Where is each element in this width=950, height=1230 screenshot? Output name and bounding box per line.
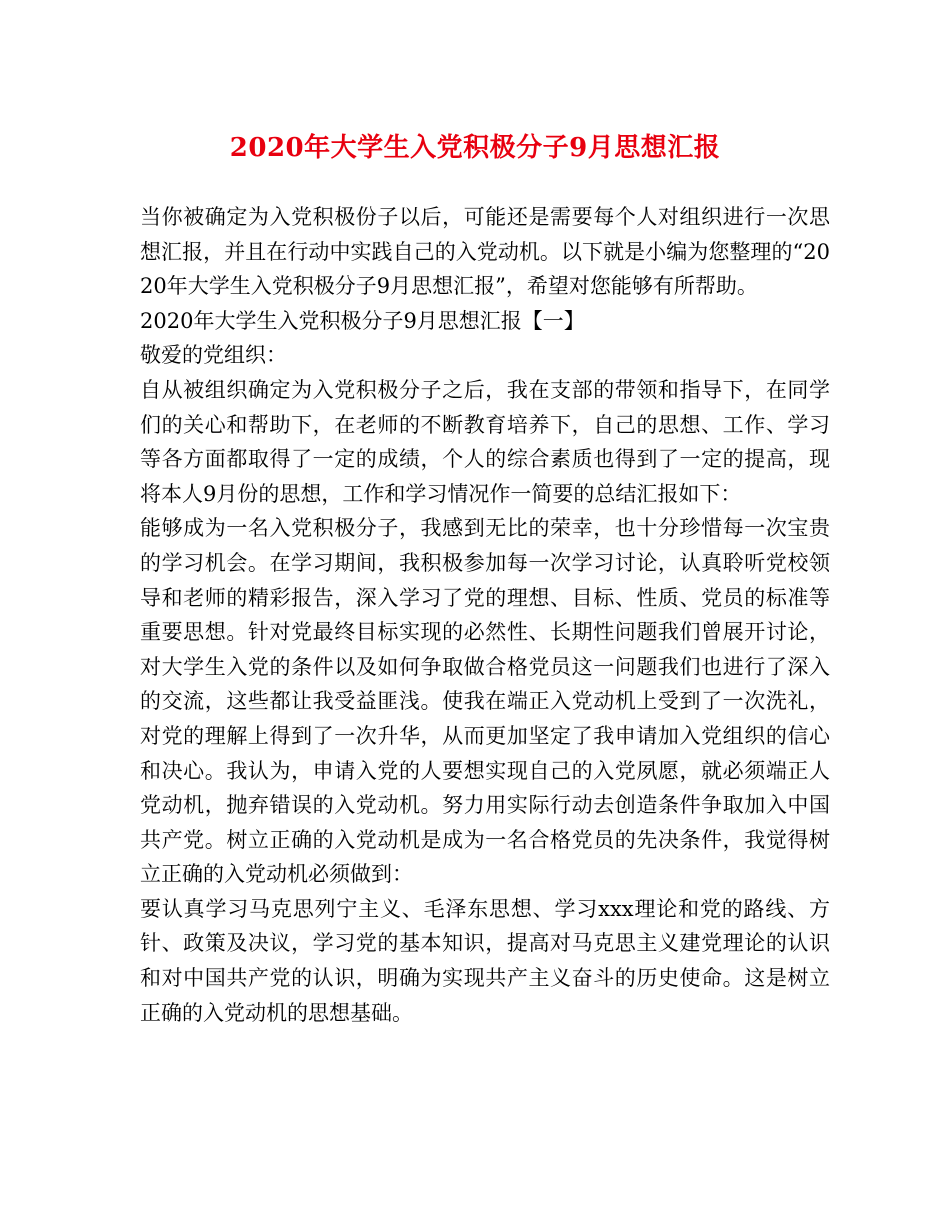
body-paragraph: 自从被组织确定为入党积极分子之后，我在支部的带领和指导下，在同学们的关心和帮助下，在老师的不断教育培养下，自己的思想、工作、学习等各方面都取得了一定的成绩，个人的综合素质也得到了一定的提高，现将本人9月份的思想，工作和学习情况作一简要的总结汇报如下：	[140, 377, 830, 506]
document-body	[140, 200, 830, 1030]
body-paragraph: 要认真学习马克思列宁主义、毛泽东思想、学习xxx理论和党的路线、方针、政策及决议，学习党的基本知识，提高对马克思主义建党理论的认识和对中国共产党的认识，明确为实现共产主义奋斗的历史使命。这是树立正确的入党动机的思想基础。	[140, 896, 830, 1025]
salutation: 敬爱的党组织：	[140, 343, 287, 368]
section-heading: 2020年大学生入党积极分子9月思想汇报【一】	[140, 308, 585, 333]
body-paragraph: 能够成为一名入党积极分子，我感到无比的荣幸，也十分珍惜每一次宝贵的学习机会。在学习期间，我积极参加每一次学习讨论，认真聆听党校领导和老师的精彩报告，深入学习了党的理想、目标、性质、党员的标准等重要思想。针对党最终目标实现的必然性、长期性问题我们曾展开讨论，对大学生入党的条件以及如何争取做合格党员这一问题我们也进行了深入的交流，这些都让我受益匪浅。使我在端正入党动机上受到了一次洗礼，对党的理解上得到了一次升华，从而更加坚定了我申请加入党组织的信心和决心。我认为，申请入党的人要想实现自己的入党夙愿，就必须端正人党动机，抛弃错误的入党动机。努力用实际行动去创造条件争取加入中国共产党。树立正确的入党动机是成为一名合格党员的先决条件，我觉得树立正确的入党动机必须做到：	[140, 516, 830, 887]
document-title: 2020年大学生入党积极分子9月思想汇报	[229, 133, 721, 163]
intro-paragraph: 当你被确定为入党积极份子以后，可能还是需要每个人对组织进行一次思想汇报，并且在行动中实践自己的入党动机。以下就是小编为您整理的“2020年大学生入党积极分子9月思想汇报”，希望对您能够有所帮助。	[140, 205, 830, 299]
